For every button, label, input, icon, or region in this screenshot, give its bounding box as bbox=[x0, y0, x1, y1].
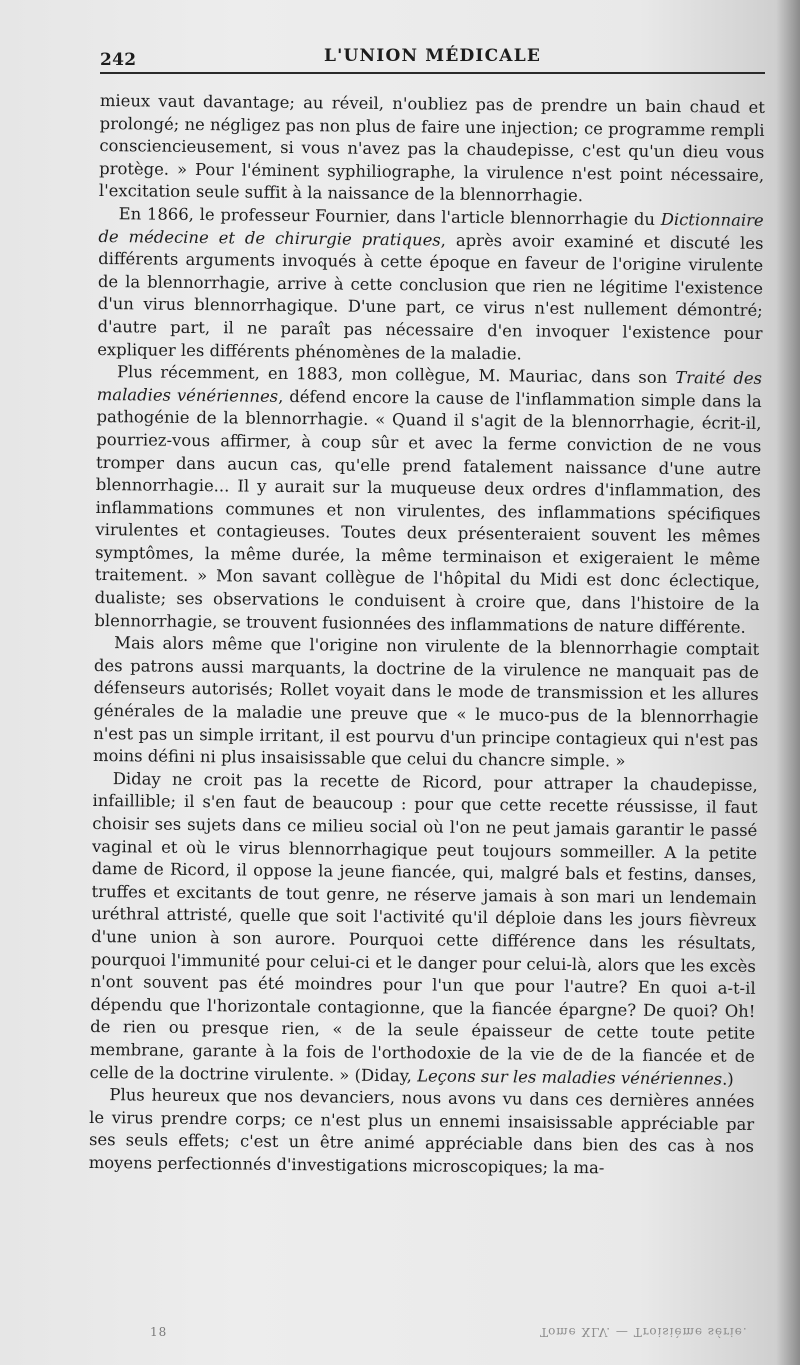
paragraph bbox=[93, 632, 759, 775]
paragraph bbox=[89, 1084, 755, 1181]
paragraph bbox=[97, 203, 764, 368]
text-run: , après avoir examiné et discuté les différents arguments invoqués à cette époque en faveur de l'origine virulente de la blennorrhagie, arrive à cette conclusion que rien ne légitime l'existence d'un virus blennorrhagique. D'une part, ce virus n'est nullement démontré; d'autre part, il ne paraît pas nécessaire d'en invoquer l'existence pour expliquer les différents phénomènes de la maladie. bbox=[97, 230, 764, 363]
paragraph bbox=[99, 90, 765, 210]
italic-title-text: Leçons sur les maladies vénériennes bbox=[417, 1065, 723, 1089]
text-run: mieux vaut davantage; au réveil, n'oubliez pas de prendre un bain chaud et prolongé; ne négligez pas non plus de faire une injection; ce programme rempli consciencieusement, si vous n'avez pas la chaudepisse, c'est qu'un dieu vous protège. » Pour l'éminent syphiliographe, la virulence n'est point nécessaire, l'excitation seule suffit à la naissance de la blennorrhagie. bbox=[98, 90, 765, 206]
text-run: Diday ne croit pas la recette de Ricord, pour attraper la chaudepisse, infaillible; il s'en faut de beaucoup : pour que cette recette réussisse, il faut choisir ses sujets dans ce milieu social où l'on ne peut jamais garantir le passé vaginal et où le virus blennorrhagique peut toujours sommeiller. A la petite dame de Ricord, il oppose la jeune fiancée, qui, malgré bals et festins, danses, truffes et excitants de tout genre, ne réserve jamais à son mari un lendemain uréthral attristé, quelle que soit l'activité qu'il déploie dans les jours fièvreux d'une union à son aurore. Pourquoi cette différence dans les résultats, pourquoi l'immunité pour celui-ci et le danger pour celui-là, alors que les excès n'ont souvent pas été moindres pour l'un que pour l'autre? En quoi a-t-il dépendu que l'horizontale contagionne, que la fiancée épargne? De quoi? Oh! de rien ou presque rien, « de la seule épaisseur de cette toute petite membrane, garante à la fois de l'orthodoxie de la vie de de la fiancée et de celle de la doctrine virulente. » (Diday, bbox=[89, 768, 758, 1085]
document-page bbox=[88, 30, 765, 1350]
article-body bbox=[89, 90, 765, 1181]
running-title: L'UNION MÉDICALE bbox=[323, 46, 542, 66]
bleed-through-text: Tome XLV. — Troisième série. bbox=[540, 1325, 748, 1339]
text-run: Mais alors même que l'origine non virulente de la blennorrhagie comptait des patrons aussi marquants, la doctrine de la virulence ne manquait pas de défenseurs autorisés; Rollet voyait dans le mode de transmission et les allures générales de la maladie une preuve que « le muco-pus de la blennorrhagie n'est pas un simple irritant, il est pourvu d'un principe contagieux qui n'est pas moins défini ni plus insaisissable que celui du chancre simple. » bbox=[92, 633, 760, 771]
paragraph bbox=[90, 768, 758, 1091]
text-run: Plus récemment, en 1883, mon collègue, M. Mauriac, dans son bbox=[116, 362, 676, 388]
page-header bbox=[100, 30, 765, 74]
text-run: En 1866, le professeur Fournier, dans l'article blennorrhagie du bbox=[118, 204, 661, 229]
paragraph bbox=[94, 361, 762, 639]
text-run: Plus heureux que nos devanciers, nous avons vu dans ces dernières années le virus prendre corps; ce n'est plus un ennemi insaisissable appréciable par ses seuls effets; c'est un être animé appréciable dans bien des cas à nos moyens perfectionnés d'investigations microscopiques; la ma- bbox=[88, 1085, 755, 1178]
italic-title-text: Dictionnaire de médecine et de chirurgie pratiques bbox=[98, 209, 764, 250]
text-run: .) bbox=[722, 1069, 734, 1089]
footer-mark: 18 bbox=[150, 1325, 168, 1339]
italic-title-text: Traité des maladies vénériennes bbox=[96, 368, 763, 406]
text-run: , défend encore la cause de l'inflammation simple dans la pathogénie de la blennorrhagie. « Quand il s'agit de la blennorrhagie, écrit-il, pourriez-vous affirmer, à coup sûr et avec la ferme conviction de ne vous tromper dans aucun cas, qu'elle prend fatalement naissance d'une autre blennorrhagie... Il y aurait sur la muqueuse deux ordres d'inflammation, des inflammations communes et non virulentes, des inflammations spécifiques virulentes et contagieuses. Toutes deux présenteraient souvent les mêmes symptômes, la même durée, la même terminaison et exigeraient le même traitement. » Mon savant collègue de l'hôpital du Midi est donc éclectique, dualiste; ses observations le conduisent à croire que, dans l'histoire de la blennorrhagie, se trouvent fusionnées des inflammations de nature différente. bbox=[94, 386, 762, 637]
page-number: 242 bbox=[100, 50, 137, 70]
